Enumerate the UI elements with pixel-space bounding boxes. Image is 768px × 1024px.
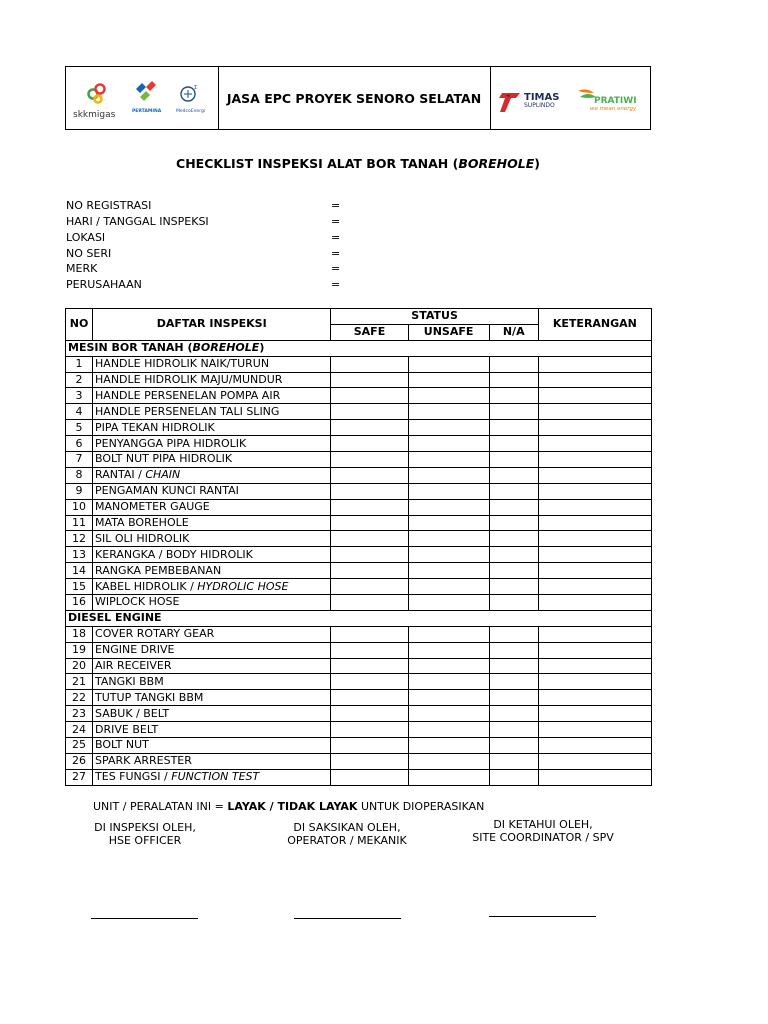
unsafe-cell[interactable] [408, 690, 489, 706]
svg-text:TIMAS: TIMAS [524, 92, 560, 103]
svg-text:skkmigas: skkmigas [73, 110, 116, 120]
svg-text:MedcoEnergi: MedcoEnergi [176, 109, 206, 114]
safe-cell[interactable] [331, 642, 408, 658]
col-header-safe: SAFE [331, 324, 408, 340]
unsafe-cell[interactable] [408, 547, 489, 563]
na-cell[interactable] [489, 531, 538, 547]
safe-cell[interactable] [331, 658, 408, 674]
safe-cell[interactable] [331, 420, 408, 436]
project-title-cell [218, 67, 491, 129]
unsafe-cell[interactable] [408, 595, 489, 611]
skkmigas-logo-icon [66, 67, 218, 129]
na-cell[interactable] [489, 674, 538, 690]
table-row: 2 HANDLE HIDROLIK MAJU/MUNDUR [66, 372, 652, 388]
keterangan-cell[interactable] [538, 753, 651, 769]
svg-text:SUPLINDO: SUPLINDO [524, 102, 555, 109]
col-header-keterangan: KETERANGAN [538, 309, 651, 341]
safe-cell[interactable] [331, 626, 408, 642]
table-row: 6 PENYANGGA PIPA HIDROLIK [66, 436, 652, 452]
keterangan-cell[interactable] [538, 356, 651, 372]
unsafe-cell[interactable] [408, 563, 489, 579]
table-row: 11 MATA BOREHOLE [66, 515, 652, 531]
na-cell[interactable] [489, 722, 538, 738]
table-row: 23 SABUK / BELT [66, 706, 652, 722]
unsafe-cell[interactable] [408, 420, 489, 436]
table-row: 13 KERANGKA / BODY HIDROLIK [66, 547, 652, 563]
na-cell[interactable] [489, 626, 538, 642]
unsafe-cell[interactable] [408, 753, 489, 769]
keterangan-cell[interactable] [538, 388, 651, 404]
keterangan-cell[interactable] [538, 515, 651, 531]
unsafe-cell[interactable] [408, 372, 489, 388]
contractor-logos [490, 67, 650, 129]
checklist-title: CHECKLIST INSPEKSI ALAT BOR TANAH (BOREHOLE) [176, 156, 540, 171]
table-row: 1 HANDLE HIDROLIK NAIK/TURUN [66, 356, 652, 372]
table-row: 14 RANGKA PEMBEBANAN [66, 563, 652, 579]
na-cell[interactable] [489, 404, 538, 420]
keterangan-cell[interactable] [538, 722, 651, 738]
table-row: 8 RANTAI / CHAIN [66, 467, 652, 483]
na-cell[interactable] [489, 436, 538, 452]
timas-logo-icon [490, 67, 650, 129]
svg-text:Σ: Σ [194, 85, 198, 91]
safe-cell[interactable] [331, 722, 408, 738]
safe-cell[interactable] [331, 388, 408, 404]
unsafe-cell[interactable] [408, 436, 489, 452]
na-cell[interactable] [489, 706, 538, 722]
keterangan-cell[interactable] [538, 626, 651, 642]
safe-cell[interactable] [331, 753, 408, 769]
na-cell[interactable] [489, 467, 538, 483]
safe-cell[interactable] [331, 706, 408, 722]
table-row: 24 DRIVE BELT [66, 722, 652, 738]
keterangan-cell[interactable] [538, 579, 651, 595]
na-cell[interactable] [489, 738, 538, 754]
table-row: 26 SPARK ARRESTER [66, 753, 652, 769]
safe-cell[interactable] [331, 769, 408, 785]
keterangan-cell[interactable] [538, 690, 651, 706]
safe-cell[interactable] [331, 547, 408, 563]
medco-logo-icon [181, 85, 197, 101]
keterangan-cell[interactable] [538, 436, 651, 452]
keterangan-cell[interactable] [538, 738, 651, 754]
svg-text:PRATIWI: PRATIWI [594, 96, 637, 106]
na-cell[interactable] [489, 769, 538, 785]
table-row: 12 SIL OLI HIDROLIK [66, 531, 652, 547]
col-header-no: NO [66, 309, 93, 341]
safe-cell[interactable] [331, 404, 408, 420]
keterangan-cell[interactable] [538, 452, 651, 468]
safe-cell[interactable] [331, 690, 408, 706]
section-row-diesel: DIESEL ENGINE [66, 610, 652, 626]
signature-block-witness: DI SAKSIKAN OLEH, OPERATOR / MEKANIK [287, 821, 407, 847]
safe-cell[interactable] [331, 531, 408, 547]
na-cell[interactable] [489, 547, 538, 563]
unsafe-cell[interactable] [408, 722, 489, 738]
keterangan-cell[interactable] [538, 706, 651, 722]
na-cell[interactable] [489, 372, 538, 388]
keterangan-cell[interactable] [538, 642, 651, 658]
keterangan-cell[interactable] [538, 531, 651, 547]
safe-cell[interactable] [331, 436, 408, 452]
pertamina-logo-icon [136, 81, 156, 101]
keterangan-cell[interactable] [538, 372, 651, 388]
safe-cell[interactable] [331, 563, 408, 579]
client-logos [66, 67, 219, 129]
signature-line-acknowledger[interactable] [489, 916, 596, 917]
table-row: 5 PIPA TEKAN HIDROLIK [66, 420, 652, 436]
table-row: 3 HANDLE PERSENELAN POMPA AIR [66, 388, 652, 404]
table-row: 7 BOLT NUT PIPA HIDROLIK [66, 452, 652, 468]
keterangan-cell[interactable] [538, 404, 651, 420]
col-header-na: N/A [489, 324, 538, 340]
keterangan-cell[interactable] [538, 658, 651, 674]
table-row: 21 TANGKI BBM [66, 674, 652, 690]
na-cell[interactable] [489, 452, 538, 468]
safe-cell[interactable] [331, 515, 408, 531]
signature-line-inspector[interactable] [91, 918, 198, 919]
signature-line-witness[interactable] [294, 918, 401, 919]
na-cell[interactable] [489, 420, 538, 436]
safe-cell[interactable] [331, 467, 408, 483]
na-cell[interactable] [489, 658, 538, 674]
table-row: 18 COVER ROTARY GEAR [66, 626, 652, 642]
safe-cell[interactable] [331, 674, 408, 690]
col-header-status: STATUS [331, 309, 538, 325]
table-row: 20 AIR RECEIVER [66, 658, 652, 674]
unsafe-cell[interactable] [408, 642, 489, 658]
unsafe-cell[interactable] [408, 483, 489, 499]
inspection-table [65, 308, 652, 786]
document-header [65, 66, 651, 130]
svg-text:we mean energy: we mean energy [590, 106, 637, 112]
unsafe-cell[interactable] [408, 658, 489, 674]
safe-cell[interactable] [331, 499, 408, 515]
unsafe-cell[interactable] [408, 515, 489, 531]
safe-cell[interactable] [331, 579, 408, 595]
na-cell[interactable] [489, 515, 538, 531]
keterangan-cell[interactable] [538, 563, 651, 579]
na-cell[interactable] [489, 753, 538, 769]
keterangan-cell[interactable] [538, 595, 651, 611]
signature-block-inspector: DI INSPEKSI OLEH, HSE OFFICER [94, 821, 196, 847]
na-cell[interactable] [489, 595, 538, 611]
col-header-unsafe: UNSAFE [408, 324, 489, 340]
unsafe-cell[interactable] [408, 356, 489, 372]
na-cell[interactable] [489, 483, 538, 499]
unsafe-cell[interactable] [408, 467, 489, 483]
unsafe-cell[interactable] [408, 769, 489, 785]
safe-cell[interactable] [331, 595, 408, 611]
table-row: 25 BOLT NUT [66, 738, 652, 754]
na-cell[interactable] [489, 388, 538, 404]
svg-text:PERTAMINA: PERTAMINA [132, 109, 162, 114]
unsafe-cell[interactable] [408, 706, 489, 722]
table-row: 27 TES FUNGSI / FUNCTION TEST [66, 769, 652, 785]
section-row-mesin: MESIN BOR TANAH (BOREHOLE) [66, 340, 652, 356]
na-cell[interactable] [489, 690, 538, 706]
safe-cell[interactable] [331, 372, 408, 388]
table-row: 19 ENGINE DRIVE [66, 642, 652, 658]
keterangan-cell[interactable] [538, 420, 651, 436]
unsafe-cell[interactable] [408, 738, 489, 754]
safe-cell[interactable] [331, 738, 408, 754]
table-row: 4 HANDLE PERSENELAN TALI SLING [66, 404, 652, 420]
unsafe-cell[interactable] [408, 388, 489, 404]
table-row: 15 KABEL HIDROLIK / HYDROLIC HOSE [66, 579, 652, 595]
na-cell[interactable] [489, 499, 538, 515]
na-cell[interactable] [489, 356, 538, 372]
safe-cell[interactable] [331, 483, 408, 499]
unsafe-cell[interactable] [408, 674, 489, 690]
keterangan-cell[interactable] [538, 467, 651, 483]
keterangan-cell[interactable] [538, 499, 651, 515]
unsafe-cell[interactable] [408, 452, 489, 468]
unsafe-cell[interactable] [408, 531, 489, 547]
na-cell[interactable] [489, 579, 538, 595]
table-row: 10 MANOMETER GAUGE [66, 499, 652, 515]
unsafe-cell[interactable] [408, 404, 489, 420]
safe-cell[interactable] [331, 452, 408, 468]
keterangan-cell[interactable] [538, 483, 651, 499]
table-row: 16 WIPLOCK HOSE [66, 595, 652, 611]
signature-block-acknowledger: DI KETAHUI OLEH, SITE COORDINATOR / SPV [472, 818, 614, 844]
unsafe-cell[interactable] [408, 626, 489, 642]
na-cell[interactable] [489, 563, 538, 579]
keterangan-cell[interactable] [538, 547, 651, 563]
unsafe-cell[interactable] [408, 499, 489, 515]
table-row: 9 PENGAMAN KUNCI RANTAI [66, 483, 652, 499]
unit-status-statement: UNIT / PERALATAN INI = LAYAK / TIDAK LAYAK UNTUK DIOPERASIKAN [93, 800, 485, 813]
unsafe-cell[interactable] [408, 579, 489, 595]
na-cell[interactable] [489, 642, 538, 658]
project-title: JASA EPC PROYEK SENORO SELATAN [226, 90, 482, 106]
col-header-daftar: DAFTAR INSPEKSI [93, 309, 331, 341]
keterangan-cell[interactable] [538, 769, 651, 785]
table-row: 22 TUTUP TANGKI BBM [66, 690, 652, 706]
safe-cell[interactable] [331, 356, 408, 372]
keterangan-cell[interactable] [538, 674, 651, 690]
